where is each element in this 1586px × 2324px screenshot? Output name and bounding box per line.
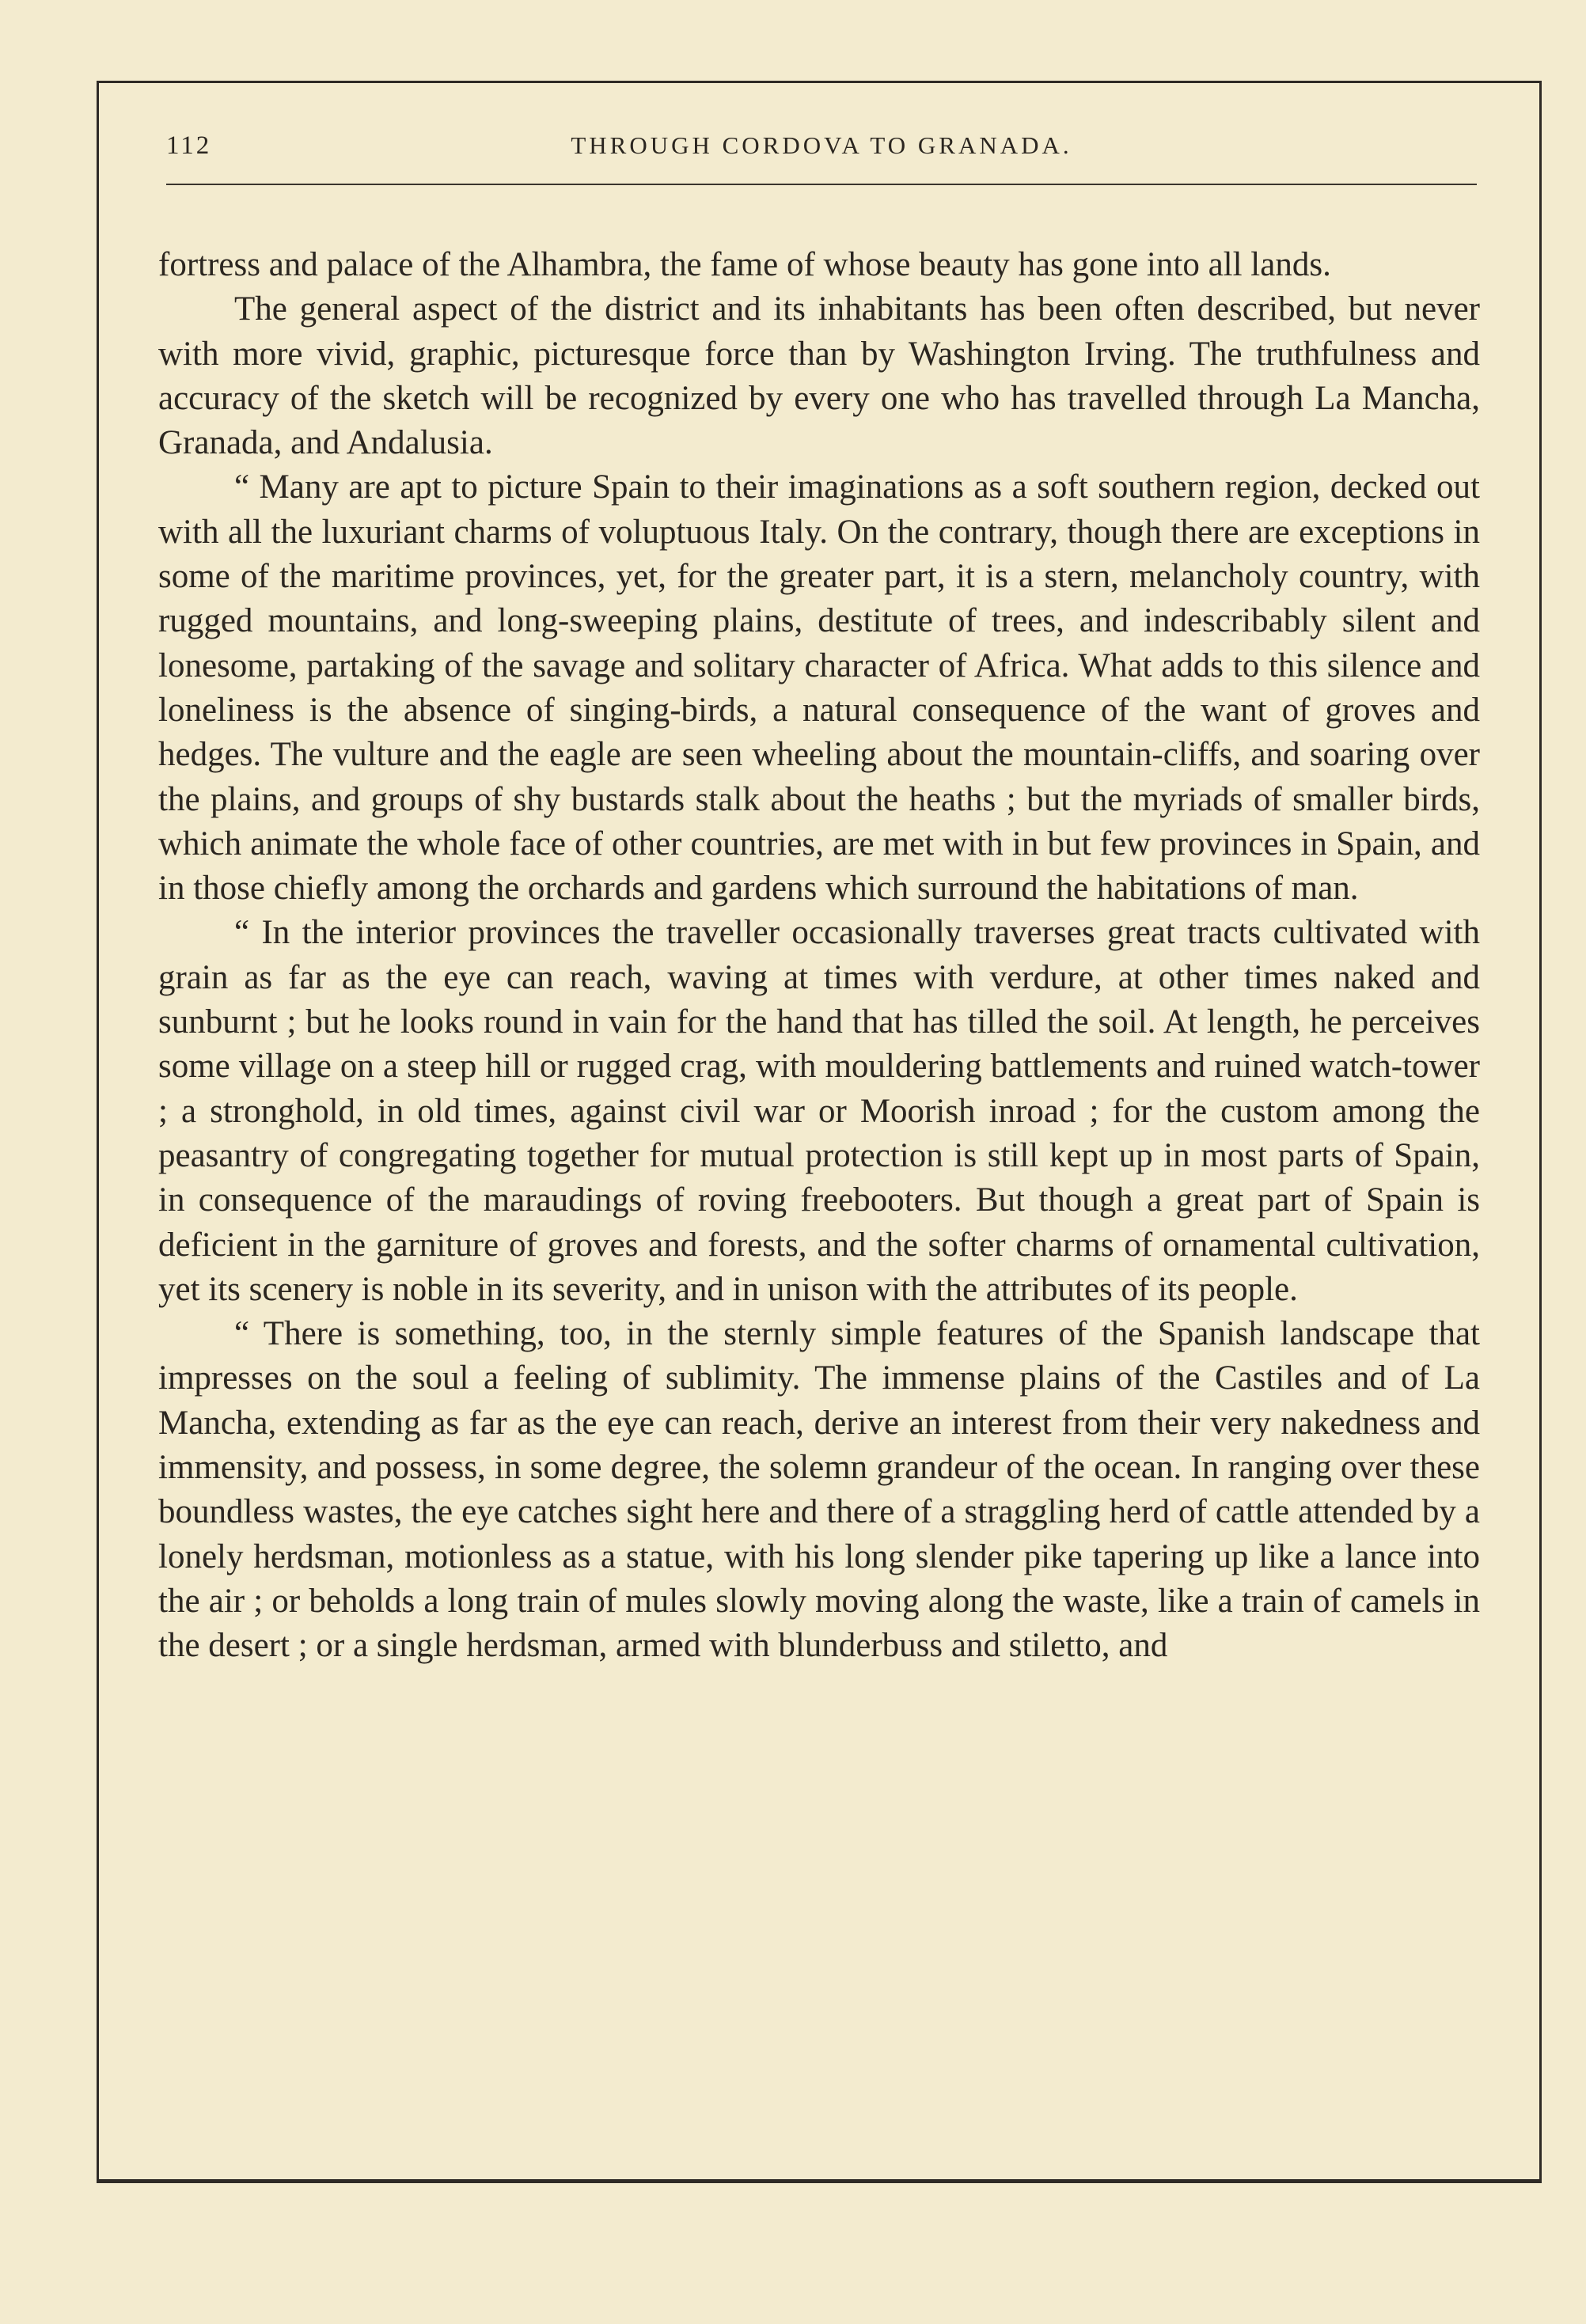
paragraph-4: “ In the interior provinces the traveller occasionally traverses great tracts cultivated with grain as far as the eye can reach, waving at times with verdure, at other times naked and sunburnt ; but he looks round in vain for the hand that has tilled the soil. At length, he perceives some village on a steep hill or rugged crag, with mouldering battlements and ruined watch-tower ; a stronghold, in old times, against civil war or Moorish inroad ; for the custom among the peasantry of congregating together for mutual protection is still kept up in most parts of Spain, in consequence of the maraudings of roving freebooters. But though a great part of Spain is deficient in the garniture of groves and forests, and the softer charms of ornamental cultivation, yet its scenery is noble in its severity, and in unison with the attributes of its people.	[158, 914, 1480, 1308]
paragraph-1: fortress and palace of the Alhambra, the fame of whose beauty has gone into all lands.	[158, 246, 1331, 283]
page-number: 112	[166, 131, 212, 160]
paragraph-3: “ Many are apt to picture Spain to their imaginations as a soft southern region, decked out with all the luxuriant charms of voluptuous Italy. On the contrary, though there are exceptions in some of the maritime provinces, yet, for the greater part, it is a stern, melancholy country, with rugged mountains, and long-sweeping plains, destitute of trees, and indescribably silent and lonesome, partaking of the savage and solitary character of Africa. What adds to this silence and loneliness is the absence of singing-birds, a natural consequence of the want of groves and hedges. The vulture and the eagle are seen wheeling about the mountain-cliffs, and soaring over the plains, and groups of shy bustards stalk about the heaths ; but the myriads of smaller birds, which animate the whole face of other countries, are met with in but few provinces in Spain, and in those chiefly among the orchards and gardens which surround the habitations of man.	[158, 468, 1480, 908]
paragraph-2: The general aspect of the district and its inhabitants has been often described, but never with more vivid, graphic, picturesque force than by Washington Irving. The truthfulness and accuracy of the sketch will be recognized by every one who has travelled through La Mancha, Granada, and Andalusia.	[158, 290, 1480, 462]
body-text	[158, 243, 1480, 1669]
paragraph-5: “ There is something, too, in the sternly simple features of the Spanish landscape that impresses on the soul a feeling of sublimity. The immense plains of the Castiles and of La Mancha, extending as far as the eye can reach, derive an interest from their very nakedness and immensity, and possess, in some degree, the solemn grandeur of the ocean. In ranging over these boundless wastes, the eye catches sight here and there of a straggling herd of cattle attended by a lonely herdsman, motionless as a statue, with his long slender pike tapering up like a lance into the air ; or beholds a long train of mules slowly moving along the waste, like a train of camels in the desert ; or a single herdsman, armed with blunderbuss and stiletto, and	[158, 1315, 1480, 1665]
page-header	[166, 125, 1477, 166]
running-title: THROUGH CORDOVA TO GRANADA.	[571, 131, 1072, 159]
header-rule	[166, 184, 1477, 185]
